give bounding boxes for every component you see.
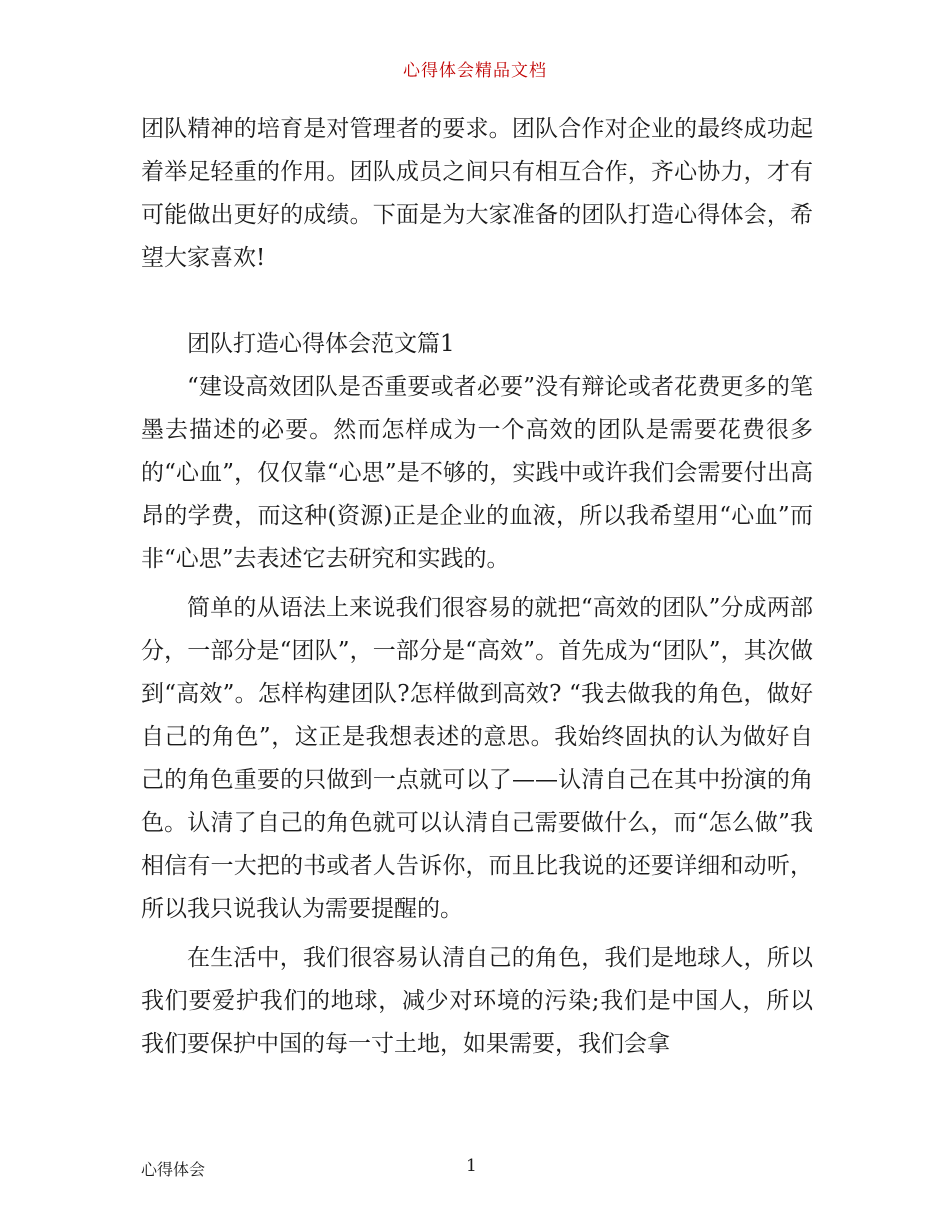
section-title: 团队打造心得体会范文篇1: [187, 331, 455, 357]
intro-paragraph: 团队精神的培育是对管理者的要求。团队合作对企业的最终成功起着举足轻重的作用。团队成员之间只有相互合作，齐心协力，才有可能做出更好的成绩。下面是为大家准备的团队打造心得体会，希望大家喜欢!: [141, 116, 813, 271]
page-number: 1: [466, 1156, 477, 1176]
body-paragraph: 简单的从语法上来说我们很容易的就把“高效的团队”分成两部分，一部分是“团队”，一部分是“高效”。首先成为“团队”，其次做到“高效”。怎样构建团队?怎样做到高效? “我去做我的角色，做好自己的角色”，这正是我想表述的意思。我始终固执的认为做好自己的角色重要的只做到一点就可以了——认清自己在其中扮演的角色。认清了自己的角色就可以认清自己需要做什么，而“怎么做”我相信有一大把的书或者人告诉你，而且比我说的还要详细和动听，所以我只说我认为需要提醒的。: [141, 595, 813, 922]
body-paragraph: “建设高效团队是否重要或者必要”没有辩论或者花费更多的笔墨去描述的必要。然而怎样成为一个高效的团队是需要花费很多的“心血”，仅仅靠“心思”是不够的，实践中或许我们会需要付出高昂的学费，而这种(资源)正是企业的血液，所以我希望用“心血”而非“心思”去表述它去研究和实践的。: [141, 374, 813, 572]
document-header-title: 心得体会精品文档: [403, 61, 547, 81]
body-paragraph: 在生活中，我们很容易认清自己的角色，我们是地球人，所以我们要爱护我们的地球，减少对环境的污染;我们是中国人，所以我们要保护中国的每一寸土地，如果需要，我们会拿: [141, 945, 813, 1057]
footer-label: 心得体会: [141, 1160, 206, 1179]
document-body: [141, 108, 813, 1066]
